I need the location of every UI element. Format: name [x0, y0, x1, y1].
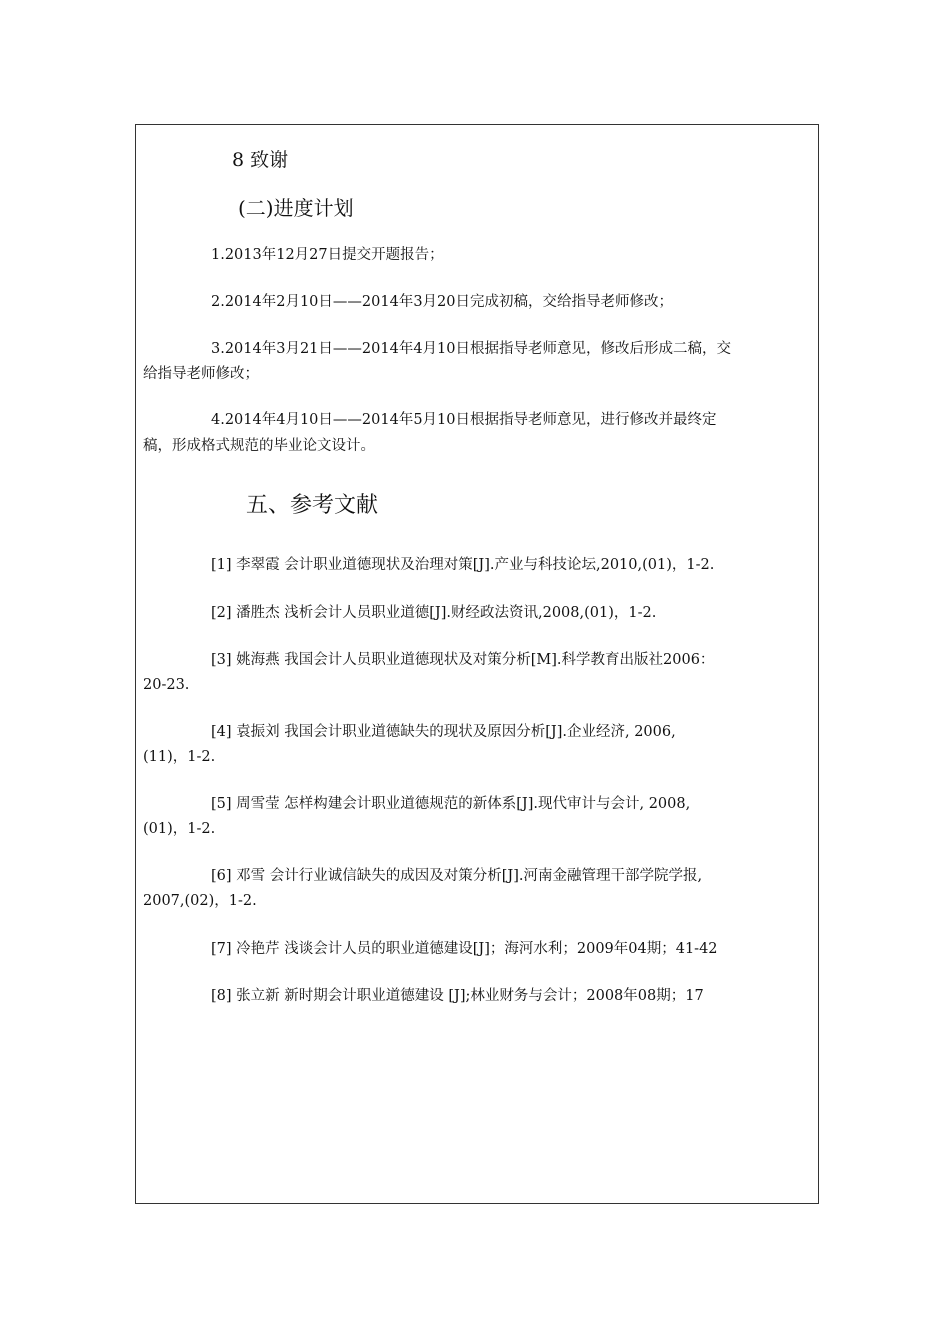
reference-6: [6] 邓雪 会计行业诚信缺失的成因及对策分析[J].河南金融管理干部学院学报, — [211, 868, 703, 884]
plan-item-3: 3.2014年3月21日——2014年4月10日根据指导老师意见，修改后形成二稿，交 — [211, 341, 731, 357]
reference-4-cont: (11)，1-2. — [143, 749, 216, 765]
reference-1: [1] 李翠霞 会计职业道德现状及治理对策[J].产业与科技论坛,2010,(01)，1-2. — [211, 557, 715, 573]
plan-item-4: 4.2014年4月10日——2014年5月10日根据指导老师意见，进行修改并最终定 — [211, 412, 717, 428]
reference-5: [5] 周雪莹 怎样构建会计职业道德规范的新体系[J].现代审计与会计, 2008, — [211, 796, 691, 812]
reference-6-cont: 2007,(02)，1-2. — [143, 893, 257, 909]
progress-plan-heading: (二)进度计划 — [238, 196, 354, 220]
reference-5-cont: (01)，1-2. — [143, 821, 216, 837]
plan-item-4-cont: 稿，形成格式规范的毕业论文设计。 — [143, 438, 375, 454]
reference-4: [4] 袁振刘 我国会计职业道德缺失的现状及原因分析[J].企业经济, 2006, — [211, 724, 676, 740]
plan-item-1: 1.2013年12月27日提交开题报告； — [211, 247, 444, 263]
plan-item-2: 2.2014年2月10日——2014年3月20日完成初稿，交给指导老师修改； — [211, 294, 673, 310]
reference-2: [2] 潘胜杰 浅析会计人员职业道德[J].财经政法资讯,2008,(01)，1-2. — [211, 605, 657, 621]
reference-7: [7] 冷艳芹 浅谈会计人员的职业道德建设[J]；海河水利；2009年04期；41-42 — [211, 941, 718, 957]
reference-8: [8] 张立新 新时期会计职业道德建设 [J];林业财务与会计；2008年08期；17 — [211, 988, 704, 1004]
section-heading-acknowledgement: 8 致谢 — [232, 149, 289, 171]
references-heading: 五、参考文献 — [246, 493, 379, 518]
reference-3-cont: 20-23. — [143, 677, 190, 693]
plan-item-3-cont: 给指导老师修改； — [143, 366, 259, 382]
reference-3: [3] 姚海燕 我国会计人员职业道德现状及对策分析[M].科学教育出版社2006： — [211, 652, 715, 668]
